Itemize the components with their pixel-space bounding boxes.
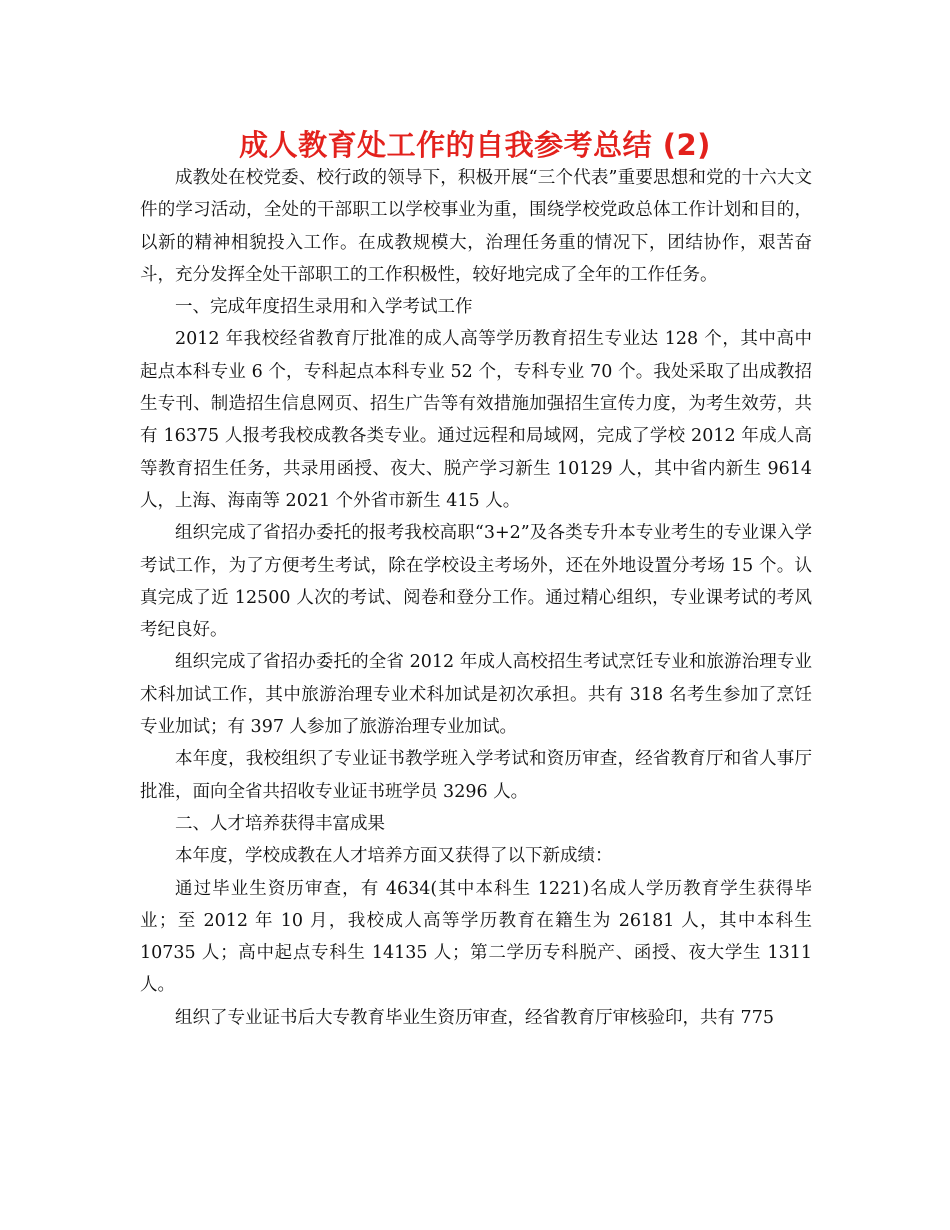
- paragraph-skill-tests: 组织完成了省招办委托的全省 2012 年成人高校招生考试烹饪专业和旅游治理专业术科加试工作，其中旅游治理专业术科加试是初次承担。共有 318 名考生参加了烹饪专业加试；有 397 人参加了旅游治理专业加试。: [140, 652, 812, 738]
- paragraph-talent-intro: 本年度，学校成教在人才培养方面又获得了以下新成绩：: [175, 846, 613, 867]
- document-body: [140, 162, 812, 1034]
- document-title: 成人教育处工作的自我参考总结 (2): [239, 128, 711, 162]
- section-heading-talent: 二、人才培养获得丰富成果: [175, 813, 385, 834]
- paragraph-certificate-graduates: 组织了专业证书后大专教育毕业生资历审查，经省教育厅审核验印，共有 775: [175, 1007, 774, 1028]
- paragraph-intro: 成教处在校党委、校行政的领导下，积极开展“三个代表”重要思想和党的十六大文件的学习活动，全处的干部职工以学校事业为重，围绕学校党政总体工作计划和目的，以新的精神相貌投入工作。在成教规模大，治理任务重的情况下，团结协作，艰苦奋斗，充分发挥全处干部职工的工作积极性，较好地完成了全年的工作任务。: [140, 168, 812, 285]
- paragraph-enrollment-stats: 2012 年我校经省教育厅批准的成人高等学历教育招生专业达 128 个，其中高中起点本科专业 6 个，专科起点本科专业 52 个，专科专业 70 个。我处采取了出成教招生专刊、制造招生信息网页、招生广告等有效措施加强招生宣传力度，为考生效劳，共有 16375 人报考我校成教各类专业。通过远程和局域网，完成了学校 2012 年成人高等教育招生任务，共录用函授、夜大、脱产学习新生 10129 人，其中省内新生 9614 人，上海、海南等 2021 个外省市新生 415 人。: [140, 329, 812, 511]
- paragraph-certificate-classes: 本年度，我校组织了专业证书教学班入学考试和资历审查，经省教育厅和省人事厅批准，面向全省共招收专业证书班学员 3296 人。: [140, 749, 812, 802]
- paragraph-graduates: 通过毕业生资历审查，有 4634(其中本科生 1221)名成人学历教育学生获得毕业；至 2012 年 10 月，我校成人高等学历教育在籍生为 26181 人，其中本科生 10735 人；高中起点专科生 14135 人；第二学历专科脱产、函授、夜大学生 1311 人。: [140, 878, 812, 996]
- section-heading-enrollment: 一、完成年度招生录用和入学考试工作: [175, 297, 473, 318]
- paragraph-entrance-exams: 组织完成了省招办委托的报考我校高职“3+2”及各类专升本专业考生的专业课入学考试工作，为了方便考生考试，除在学校设主考场外，还在外地设置分考场 15 个。认真完成了近 12500 人次的考试、阅卷和登分工作。通过精心组织，专业课考试的考风考纪良好。: [140, 523, 812, 641]
